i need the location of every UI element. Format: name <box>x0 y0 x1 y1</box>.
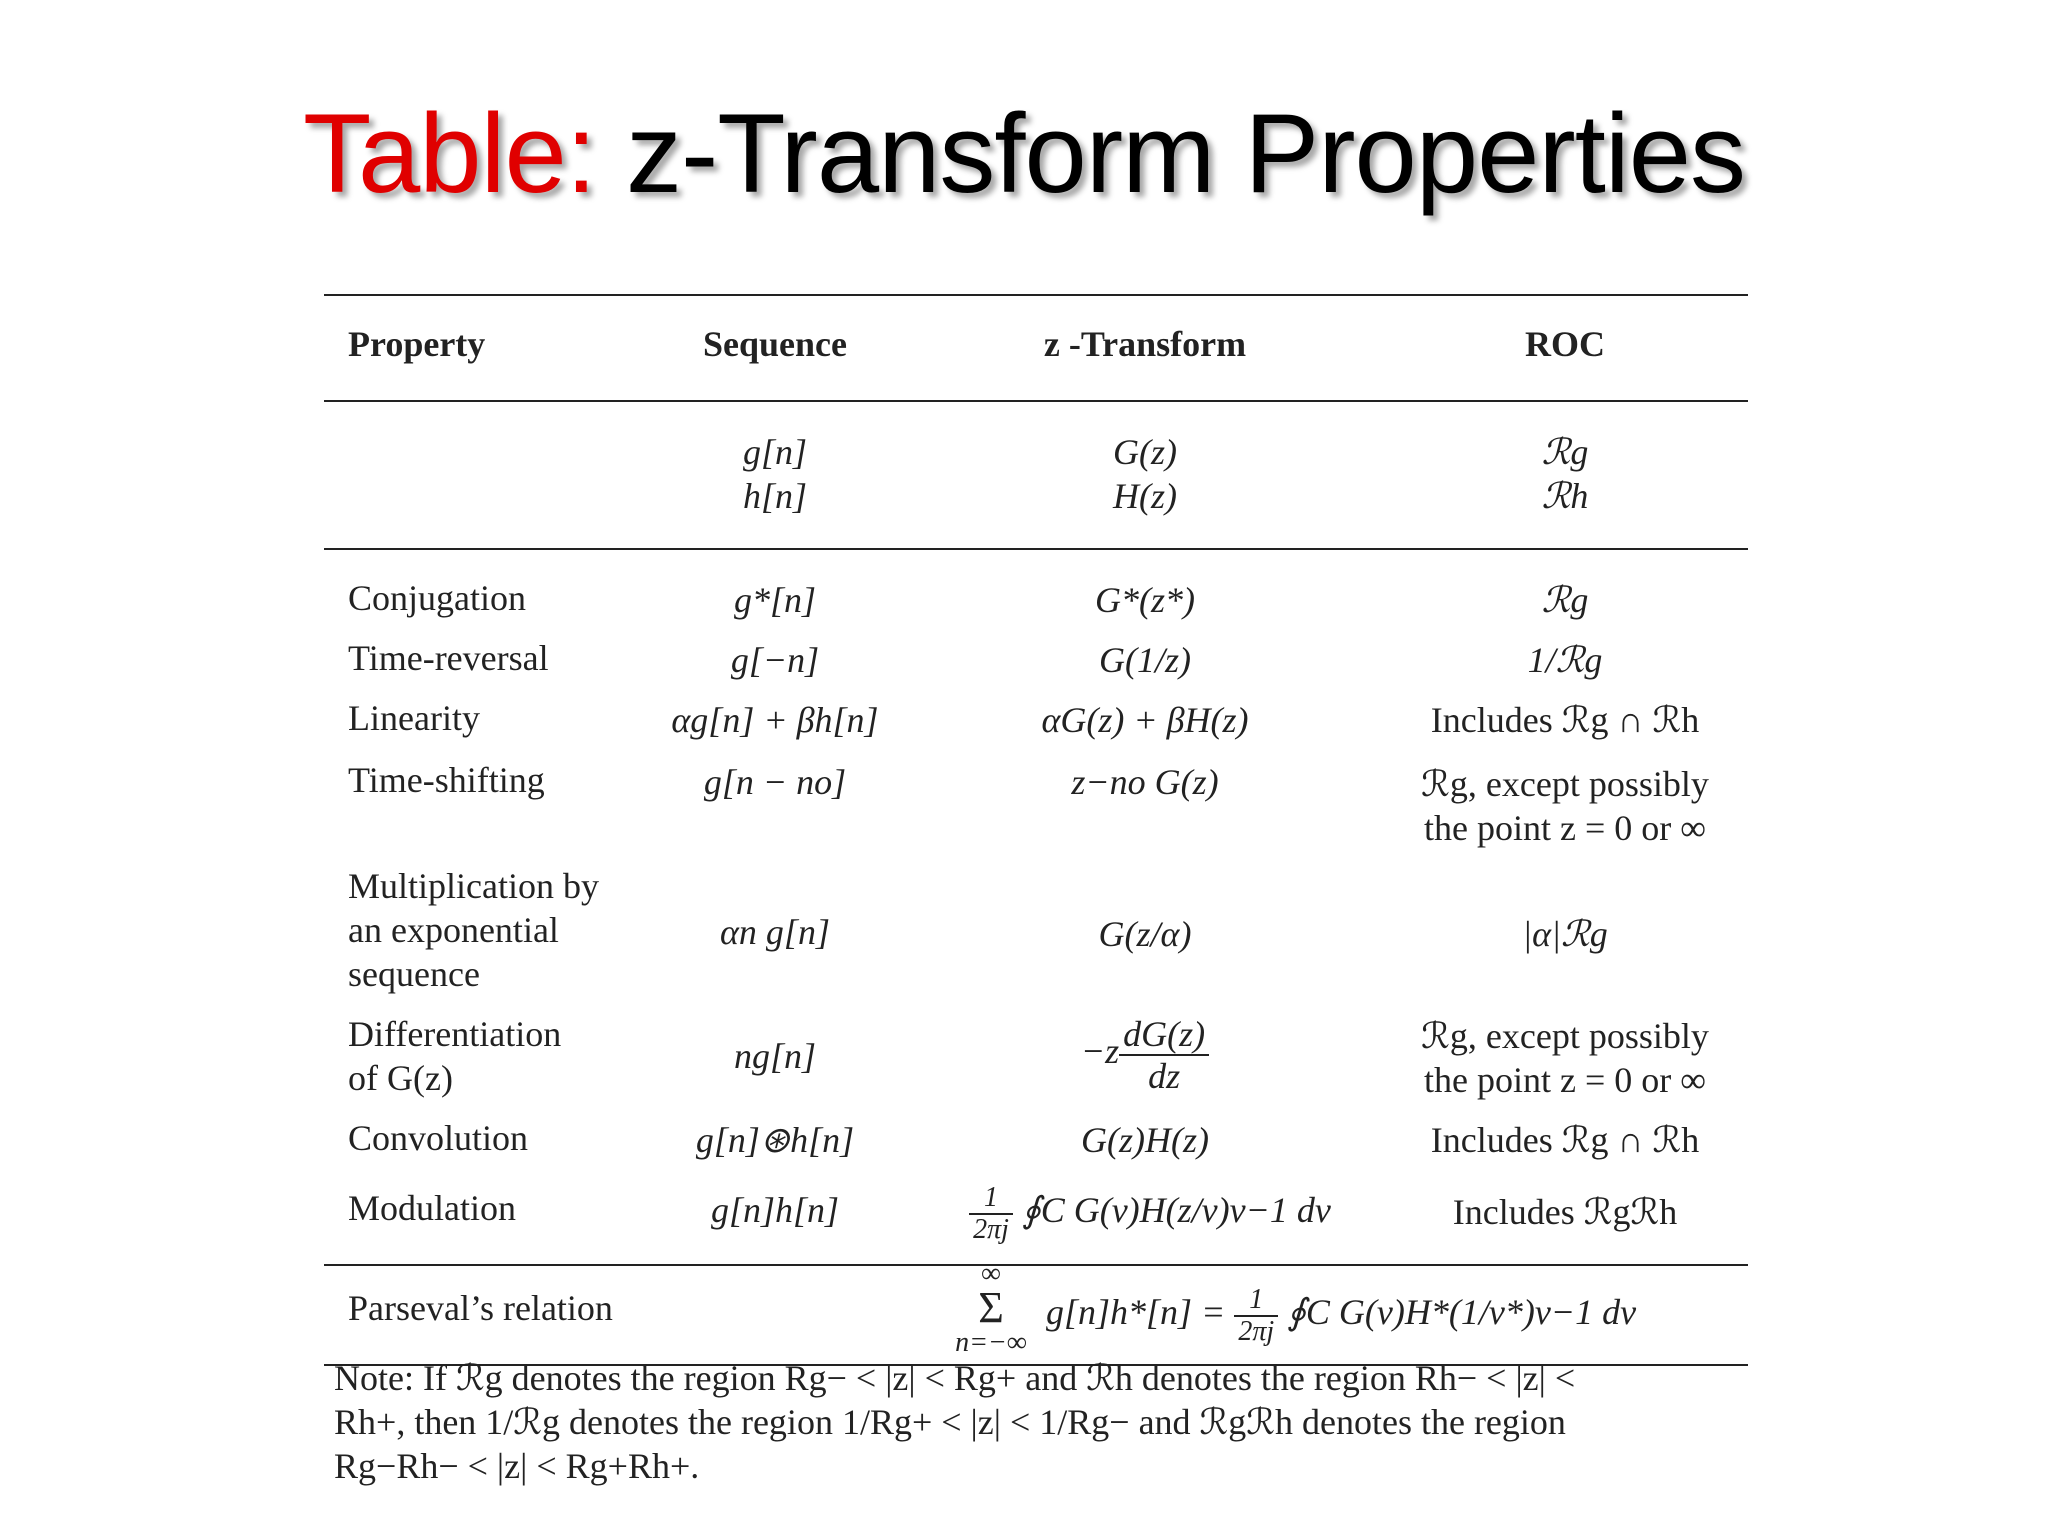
mod-integral: ∮C G(v)H(z/v)v−1 dv <box>1021 1190 1331 1230</box>
title-main: z-Transform Properties <box>595 91 1745 216</box>
mod-numerator: 1 <box>969 1183 1013 1215</box>
row-differentiation-roc-line2: the point z = 0 or ∞ <box>1424 1060 1706 1100</box>
sum-lower-limit: n=−∞ <box>955 1327 1027 1358</box>
row-conjugation-ztransform: G*(z*) <box>1095 580 1195 620</box>
base-seq-h: h[n] <box>742 476 808 516</box>
row-linearity-sequence: αg[n] + βh[n] <box>671 700 879 740</box>
row-differentiation-ztransform <box>960 1006 1330 1096</box>
row-modulation-sequence: g[n]h[n] <box>710 1190 840 1230</box>
row-timereversal-roc: 1/ℛg <box>1527 640 1603 680</box>
base-seq-g: g[n] <box>742 432 808 472</box>
mod-fraction <box>969 1183 1013 1245</box>
row-differentiation-property-line1: Differentiation <box>348 1014 562 1054</box>
base-roc-h: ℛh <box>1541 476 1589 516</box>
row-multiplication-property-line2: an exponential <box>348 910 559 950</box>
row-timeshifting-sequence: g[n − no] <box>703 762 847 802</box>
row-multiplication-property-line3: sequence <box>348 954 480 994</box>
row-conjugation-property: Conjugation <box>348 578 526 618</box>
row-linearity-roc: Includes ℛg ∩ ℛh <box>1430 700 1700 740</box>
slide-title <box>0 92 2048 215</box>
row-convolution-sequence: g[n]⊛h[n] <box>695 1120 855 1160</box>
parseval-rhs: ∮C G(v)H*(1/v*)v−1 dv <box>1287 1292 1637 1332</box>
parseval-label: Parseval’s relation <box>348 1288 613 1328</box>
parseval-equation <box>1046 1282 1637 1347</box>
row-differentiation-roc-line1: ℛg, except possibly <box>1421 1016 1709 1056</box>
base-zt-h: H(z) <box>1113 476 1177 516</box>
parseval-denominator: 2πj <box>1238 1315 1275 1347</box>
row-timereversal-sequence: g[−n] <box>730 640 820 680</box>
diff-numerator: dG(z) <box>1119 1014 1209 1056</box>
mod-denominator: 2πj <box>973 1213 1009 1245</box>
table-note <box>334 1356 1740 1488</box>
row-timereversal-property: Time-reversal <box>348 638 549 678</box>
row-timeshifting-roc-line1: ℛg, except possibly <box>1421 764 1709 804</box>
row-convolution-roc: Includes ℛg ∩ ℛh <box>1430 1120 1700 1160</box>
diff-fraction <box>1119 1014 1209 1096</box>
header-property: Property <box>348 324 486 364</box>
parseval-lhs: g[n]h*[n] = <box>1046 1292 1226 1332</box>
base-rule <box>324 548 1748 550</box>
header-sequence: Sequence <box>703 324 847 364</box>
base-roc-g: ℛg <box>1541 432 1589 472</box>
row-differentiation-property-line2: of G(z) <box>348 1058 453 1098</box>
row-multiplication-ztransform: G(z/α) <box>1098 914 1192 954</box>
row-conjugation-roc: ℛg <box>1541 580 1589 620</box>
parseval-fraction <box>1234 1285 1278 1347</box>
row-timereversal-ztransform: G(1/z) <box>1099 640 1191 680</box>
sum-symbol: Σ <box>978 1283 1004 1332</box>
row-multiplication-sequence: αn g[n] <box>720 912 830 952</box>
base-zt-g: G(z) <box>1113 432 1177 472</box>
row-linearity-property: Linearity <box>348 698 480 738</box>
note-line-1: Note: If ℛg denotes the region Rg− < |z| < Rg+ and ℛh denotes the region Rh− < |z| < <box>334 1358 1576 1398</box>
header-rule <box>324 400 1748 402</box>
row-timeshifting-property: Time-shifting <box>348 760 545 800</box>
row-modulation-roc: Includes ℛgℛh <box>1452 1192 1678 1232</box>
title-prefix: Table: <box>303 91 596 216</box>
row-convolution-ztransform: G(z)H(z) <box>1081 1120 1209 1160</box>
row-timeshifting-roc-line2: the point z = 0 or ∞ <box>1424 808 1706 848</box>
table-top-rule <box>324 294 1748 296</box>
sum-upper-limit: ∞ <box>981 1258 1001 1289</box>
row-linearity-ztransform: αG(z) + βH(z) <box>1041 700 1249 740</box>
row-modulation-property: Modulation <box>348 1188 516 1228</box>
diff-prefix: −z <box>1080 1031 1120 1071</box>
row-timeshifting-ztransform: z−no G(z) <box>1071 762 1219 802</box>
note-line-2: Rh+, then 1/ℛg denotes the region 1/Rg+ < |z| < 1/Rg− and ℛgℛh denotes the region <box>334 1402 1566 1442</box>
row-multiplication-roc: |α|ℛg <box>1522 914 1608 954</box>
row-multiplication-property-line1: Multiplication by <box>348 866 599 906</box>
header-roc: ROC <box>1525 324 1605 364</box>
diff-denominator: dz <box>1148 1055 1181 1096</box>
parseval-numerator: 1 <box>1234 1285 1278 1317</box>
note-line-3: Rg−Rh− < |z| < Rg+Rh+. <box>334 1446 700 1486</box>
parseval-summation <box>936 1260 1046 1358</box>
row-conjugation-sequence: g*[n] <box>733 580 817 620</box>
row-differentiation-sequence: ng[n] <box>733 1036 817 1076</box>
header-ztransform: z -Transform <box>1043 324 1247 364</box>
row-convolution-property: Convolution <box>348 1118 529 1158</box>
row-modulation-ztransform <box>920 1180 1380 1245</box>
